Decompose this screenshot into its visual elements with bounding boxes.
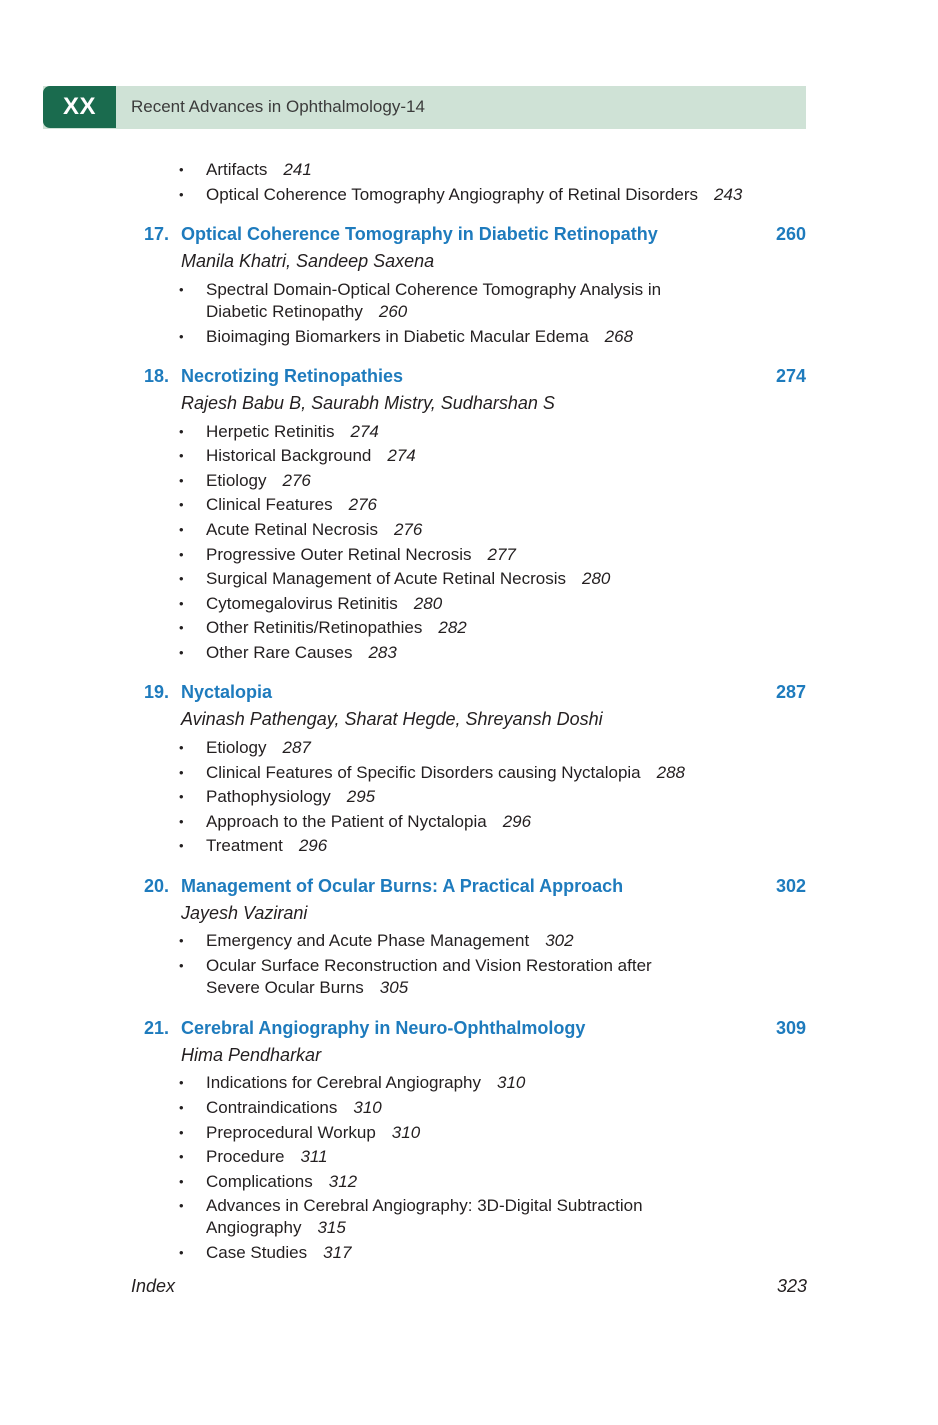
toc-item-text: Indications for Cerebral Angiography [206, 1073, 481, 1092]
toc-item-page: 296 [502, 812, 532, 831]
toc-item-page: 288 [656, 763, 686, 782]
chapter-title: Management of Ocular Burns: A Practical Approach [181, 876, 624, 896]
chapter-authors: Rajesh Babu B, Saurabh Mistry, Sudharshan S [181, 393, 555, 413]
bullet-icon: • [179, 448, 184, 463]
bullet-icon: • [179, 814, 184, 829]
index-page: 323 [777, 1276, 808, 1296]
toc-item-page: 282 [438, 618, 467, 637]
toc-item-page: 295 [346, 787, 376, 806]
toc-item-text: Herpetic Retinitis [206, 422, 335, 441]
toc-item-page: 260 [378, 302, 408, 321]
toc-item-text: Optical Coherence Tomography Angiography of Retinal Disorders [206, 185, 699, 204]
toc-item-page: 302 [545, 931, 574, 950]
bullet-icon: • [179, 789, 184, 804]
chapter-number: 20. [144, 876, 170, 896]
toc-item-page: 310 [497, 1073, 526, 1092]
toc-item-page: 276 [393, 520, 423, 539]
bullet-icon: • [179, 1075, 184, 1090]
toc-item-page: 268 [604, 327, 634, 346]
toc-item-page: 311 [300, 1147, 328, 1166]
bullet-icon: • [179, 1125, 184, 1140]
toc-item-text: Historical Background [206, 446, 372, 465]
toc-item-text: Artifacts [206, 160, 268, 179]
bullet-icon: • [179, 765, 184, 780]
bullet-icon: • [179, 740, 184, 755]
toc-item-page: 305 [379, 978, 409, 997]
bullet-icon: • [179, 1100, 184, 1115]
toc-item-text: Preprocedural Workup [206, 1123, 376, 1142]
chapter-page: 287 [775, 682, 806, 702]
bullet-icon: • [179, 933, 184, 948]
bullet-icon: • [179, 1174, 184, 1189]
toc-item-text: Etiology [206, 738, 267, 757]
toc-item-text: Emergency and Acute Phase Management [206, 931, 530, 950]
bullet-icon: • [179, 1149, 184, 1164]
toc-item-text: Acute Retinal Necrosis [206, 520, 378, 539]
toc-item-page: 312 [328, 1172, 358, 1191]
bullet-icon: • [179, 522, 184, 537]
chapter-authors: Avinash Pathengay, Sharat Hegde, Shreyansh Doshi [181, 709, 603, 729]
toc-item-page: 315 [317, 1218, 346, 1237]
toc-item-page: 274 [350, 422, 379, 441]
toc-item-text: Case Studies [206, 1243, 308, 1262]
toc-item-page: 280 [582, 569, 611, 588]
toc-item-page: 276 [282, 471, 311, 490]
toc-item-text: Clinical Features [206, 495, 333, 514]
toc-item-text: Pathophysiology [206, 787, 331, 806]
toc-item-text: Other Retinitis/Retinopathies [206, 618, 423, 637]
toc-item-page: 276 [348, 495, 377, 514]
toc-item-text: Spectral Domain-Optical Coherence Tomography Analysis in Diabetic Retinopathy [206, 280, 662, 321]
bullet-icon: • [179, 497, 184, 512]
toc-item-page: 274 [387, 446, 416, 465]
chapter-number: 18. [144, 366, 170, 386]
chapter-page: 302 [775, 876, 806, 896]
bullet-icon: • [179, 473, 184, 488]
bullet-icon: • [179, 645, 184, 660]
bullet-icon: • [179, 1198, 184, 1213]
chapter-page: 260 [775, 224, 806, 244]
toc-item-text: Cytomegalovirus Retinitis [206, 594, 398, 613]
chapter-title: Necrotizing Retinopathies [181, 366, 404, 386]
running-title: Recent Advances in Ophthalmology-14 [131, 97, 425, 116]
chapter-title: Cerebral Angiography in Neuro-Ophthalmology [181, 1018, 586, 1038]
bullet-icon: • [179, 620, 184, 635]
toc-item-text: Surgical Management of Acute Retinal Necrosis [206, 569, 567, 588]
chapter-number: 21. [144, 1018, 170, 1038]
index-label[interactable]: Index [131, 1276, 176, 1296]
bullet-icon: • [179, 958, 184, 973]
chapter-page: 274 [775, 366, 806, 386]
toc-item-text: Contraindications [206, 1098, 338, 1117]
bullet-icon: • [179, 162, 184, 177]
toc-item-text: Complications [206, 1172, 313, 1191]
bullet-icon: • [179, 187, 184, 202]
toc-item-text: Advances in Cerebral Angiography: 3D-Digital Subtraction Angiography [206, 1196, 643, 1237]
toc-item-text: Clinical Features of Specific Disorders causing Nyctalopia [206, 763, 641, 782]
chapter-authors: Jayesh Vazirani [181, 903, 308, 923]
toc-item-page: 243 [714, 185, 743, 204]
toc-item-page: 317 [323, 1243, 352, 1262]
bullet-icon: • [179, 1245, 184, 1260]
bullet-icon: • [179, 571, 184, 586]
toc-item-page: 310 [391, 1123, 421, 1142]
toc-item-page: 277 [487, 545, 516, 564]
chapter-authors: Hima Pendharkar [181, 1045, 322, 1065]
toc-item-text: Approach to the Patient of Nyctalopia [206, 812, 487, 831]
chapter-title: Nyctalopia [181, 682, 273, 702]
toc-item-page: 310 [353, 1098, 382, 1117]
bullet-icon: • [179, 596, 184, 611]
bullet-icon: • [179, 329, 184, 344]
chapter-authors: Manila Khatri, Sandeep Saxena [181, 251, 435, 271]
chapter-number: 17. [144, 224, 170, 244]
toc-item-text: Ocular Surface Reconstruction and Vision Restoration after Severe Ocular Burns [206, 956, 652, 997]
toc-item-page: 280 [413, 594, 443, 613]
chapter-number: 19. [144, 682, 170, 702]
toc-item-text: Etiology [206, 471, 267, 490]
toc-item-text: Progressive Outer Retinal Necrosis [206, 545, 472, 564]
toc-item-text: Procedure [206, 1147, 285, 1166]
toc-item-page: 287 [282, 738, 311, 757]
toc-item-text: Other Rare Causes [206, 643, 353, 662]
toc-item-page: 241 [283, 160, 312, 179]
bullet-icon: • [179, 424, 184, 439]
bullet-icon: • [179, 547, 184, 562]
toc-item-text: Bioimaging Biomarkers in Diabetic Macular Edema [206, 327, 589, 346]
toc-item-page: 283 [368, 643, 397, 662]
toc-item-text: Treatment [206, 836, 283, 855]
page-number-badge: XX [43, 86, 116, 128]
chapter-page: 309 [775, 1018, 806, 1038]
toc-item-page: 296 [298, 836, 328, 855]
bullet-icon: • [179, 838, 184, 853]
chapter-title: Optical Coherence Tomography in Diabetic Retinopathy [181, 224, 658, 244]
bullet-icon: • [179, 282, 184, 297]
